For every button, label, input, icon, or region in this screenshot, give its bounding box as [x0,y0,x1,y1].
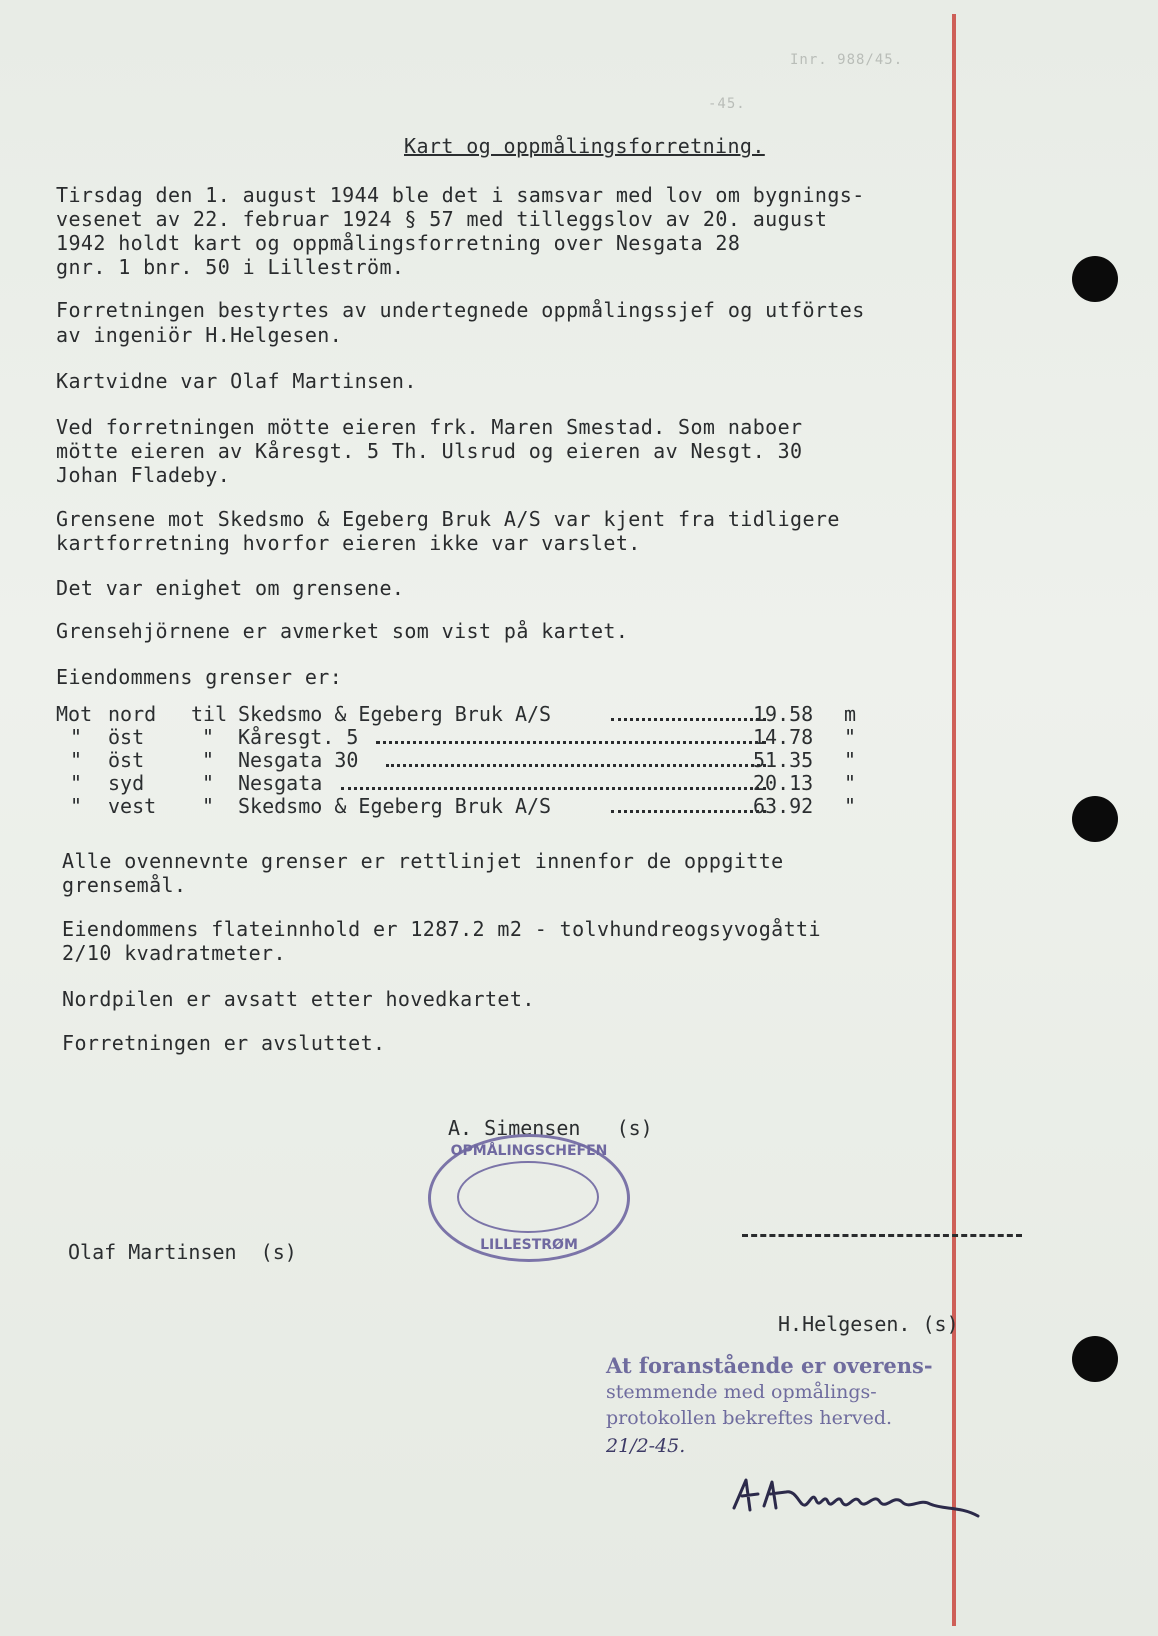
paragraph-line: kartforretning hvorfor eieren ikke var varslet. [56,531,641,555]
paragraph-line: mötte eieren av Kåresgt. 5 Th. Ulsrud og eieren av Nesgt. 30 [56,439,803,463]
boundary-length: 14.78 [753,725,814,749]
handwritten-signature [724,1470,994,1530]
boundary-unit: " [844,748,857,772]
paragraph-line: gnr. 1 bnr. 50 i Lilleström. [56,255,405,279]
boundary-prefix: " [70,794,83,818]
certification-line: stemmende med opmålings- [606,1381,877,1403]
certification-note [606,1353,996,1459]
reference-number: Inr. 988/45. [790,52,904,68]
paragraph-line: Ved forretningen mötte eieren frk. Maren Smestad. Som naboer [56,415,803,439]
paragraph-line: Alle ovennevnte grenser er rettlinjet innenfor de oppgitte [62,849,784,873]
paragraph-line: Forretningen er avsluttet. [62,1031,386,1055]
reference-sub: -45. [708,96,746,112]
boundary-prefix: " [70,748,83,772]
boundary-direction: syd [108,771,145,795]
boundary-prefix: " [70,771,83,795]
boundary-row [56,748,876,771]
certification-date: 21/2-45. [606,1435,686,1457]
paragraph-line: 1942 holdt kart og oppmålingsforretning over Nesgata 28 [56,231,741,255]
boundary-row [56,771,876,794]
boundary-unit: " [844,794,857,818]
paragraph-line: 2/10 kvadratmeter. [62,941,286,965]
boundary-connector: " [202,748,215,772]
signature-martinsen: Olaf Martinsen (s) [68,1240,297,1264]
boundary-row [56,702,876,725]
boundary-length: 20.13 [753,771,814,795]
boundary-neighbour: Nesgata 30 [238,748,359,772]
document-title: Kart og oppmålingsforretning. [404,134,765,158]
paragraph-line: Kartvidne var Olaf Martinsen. [56,369,417,393]
boundary-length: 51.35 [753,748,814,772]
boundary-connector: " [202,771,215,795]
boundary-list [56,702,876,817]
official-stamp [428,1134,630,1262]
boundary-row [56,725,876,748]
punch-hole-icon [1072,1336,1118,1382]
paragraph-line: Johan Fladeby. [56,463,231,487]
boundary-unit: " [844,771,857,795]
boundary-neighbour: Skedsmo & Egeberg Bruk A/S [238,702,552,726]
boundary-neighbour: Skedsmo & Egeberg Bruk A/S [238,794,552,818]
paragraph-line: grensemål. [62,873,187,897]
paragraph-line: vesenet av 22. februar 1924 § 57 med tilleggslov av 20. august [56,207,828,231]
stamp-inner-ring [457,1161,599,1233]
certification-line: protokollen bekreftes herved. [606,1407,893,1429]
boundary-direction: öst [108,748,145,772]
stamp-bottom-text: LILLESTRØM [480,1237,578,1253]
punch-hole-icon [1072,256,1118,302]
leader-dots [611,702,766,721]
boundary-connector: " [202,794,215,818]
paragraph-line: Eiendommens grenser er: [56,665,343,689]
punch-hole-icon [1072,796,1118,842]
signature-helgesen: H.Helgesen. (s) [778,1312,959,1336]
boundary-neighbour: Nesgata [238,771,323,795]
paragraph-line: Det var enighet om grensene. [56,576,405,600]
paragraph-line: Forretningen bestyrtes av undertegnede oppmålingssjef og utförtes [56,298,865,322]
boundary-prefix: Mot [56,702,93,726]
leader-dots [611,794,766,813]
stamp-top-text: OPMÅLINGSCHEFEN [450,1143,608,1159]
paragraph-line: Eiendommens flateinnhold er 1287.2 m2 - tolvhundreogsyvogåtti [62,917,821,941]
paragraph-line: Grensene mot Skedsmo & Egeberg Bruk A/S var kjent fra tidligere [56,507,840,531]
paragraph-line: Nordpilen er avsatt etter hovedkartet. [62,987,535,1011]
boundary-connector: " [202,725,215,749]
leader-dots [376,725,766,744]
boundary-direction: nord [108,702,157,726]
boundary-row [56,794,876,817]
signature-simensen: A. Simensen (s) [448,1116,653,1140]
boundary-unit: m [844,702,857,726]
boundary-prefix: " [70,725,83,749]
leader-dots [341,771,766,790]
paragraph-line: av ingeniör H.Helgesen. [56,323,343,347]
leader-dots [386,748,766,767]
certification-line: At foranstående er overens- [606,1353,933,1378]
boundary-neighbour: Kåresgt. 5 [238,725,359,749]
boundary-direction: öst [108,725,145,749]
boundary-direction: vest [108,794,157,818]
boundary-unit: " [844,725,857,749]
signature-line [742,1234,1022,1237]
boundary-length: 19.58 [753,702,814,726]
boundary-length: 63.92 [753,794,814,818]
paragraph-line: Grensehjörnene er avmerket som vist på kartet. [56,619,629,643]
boundary-connector: til [191,702,228,726]
paragraph-line: Tirsdag den 1. august 1944 ble det i samsvar med lov om bygnings- [56,183,865,207]
